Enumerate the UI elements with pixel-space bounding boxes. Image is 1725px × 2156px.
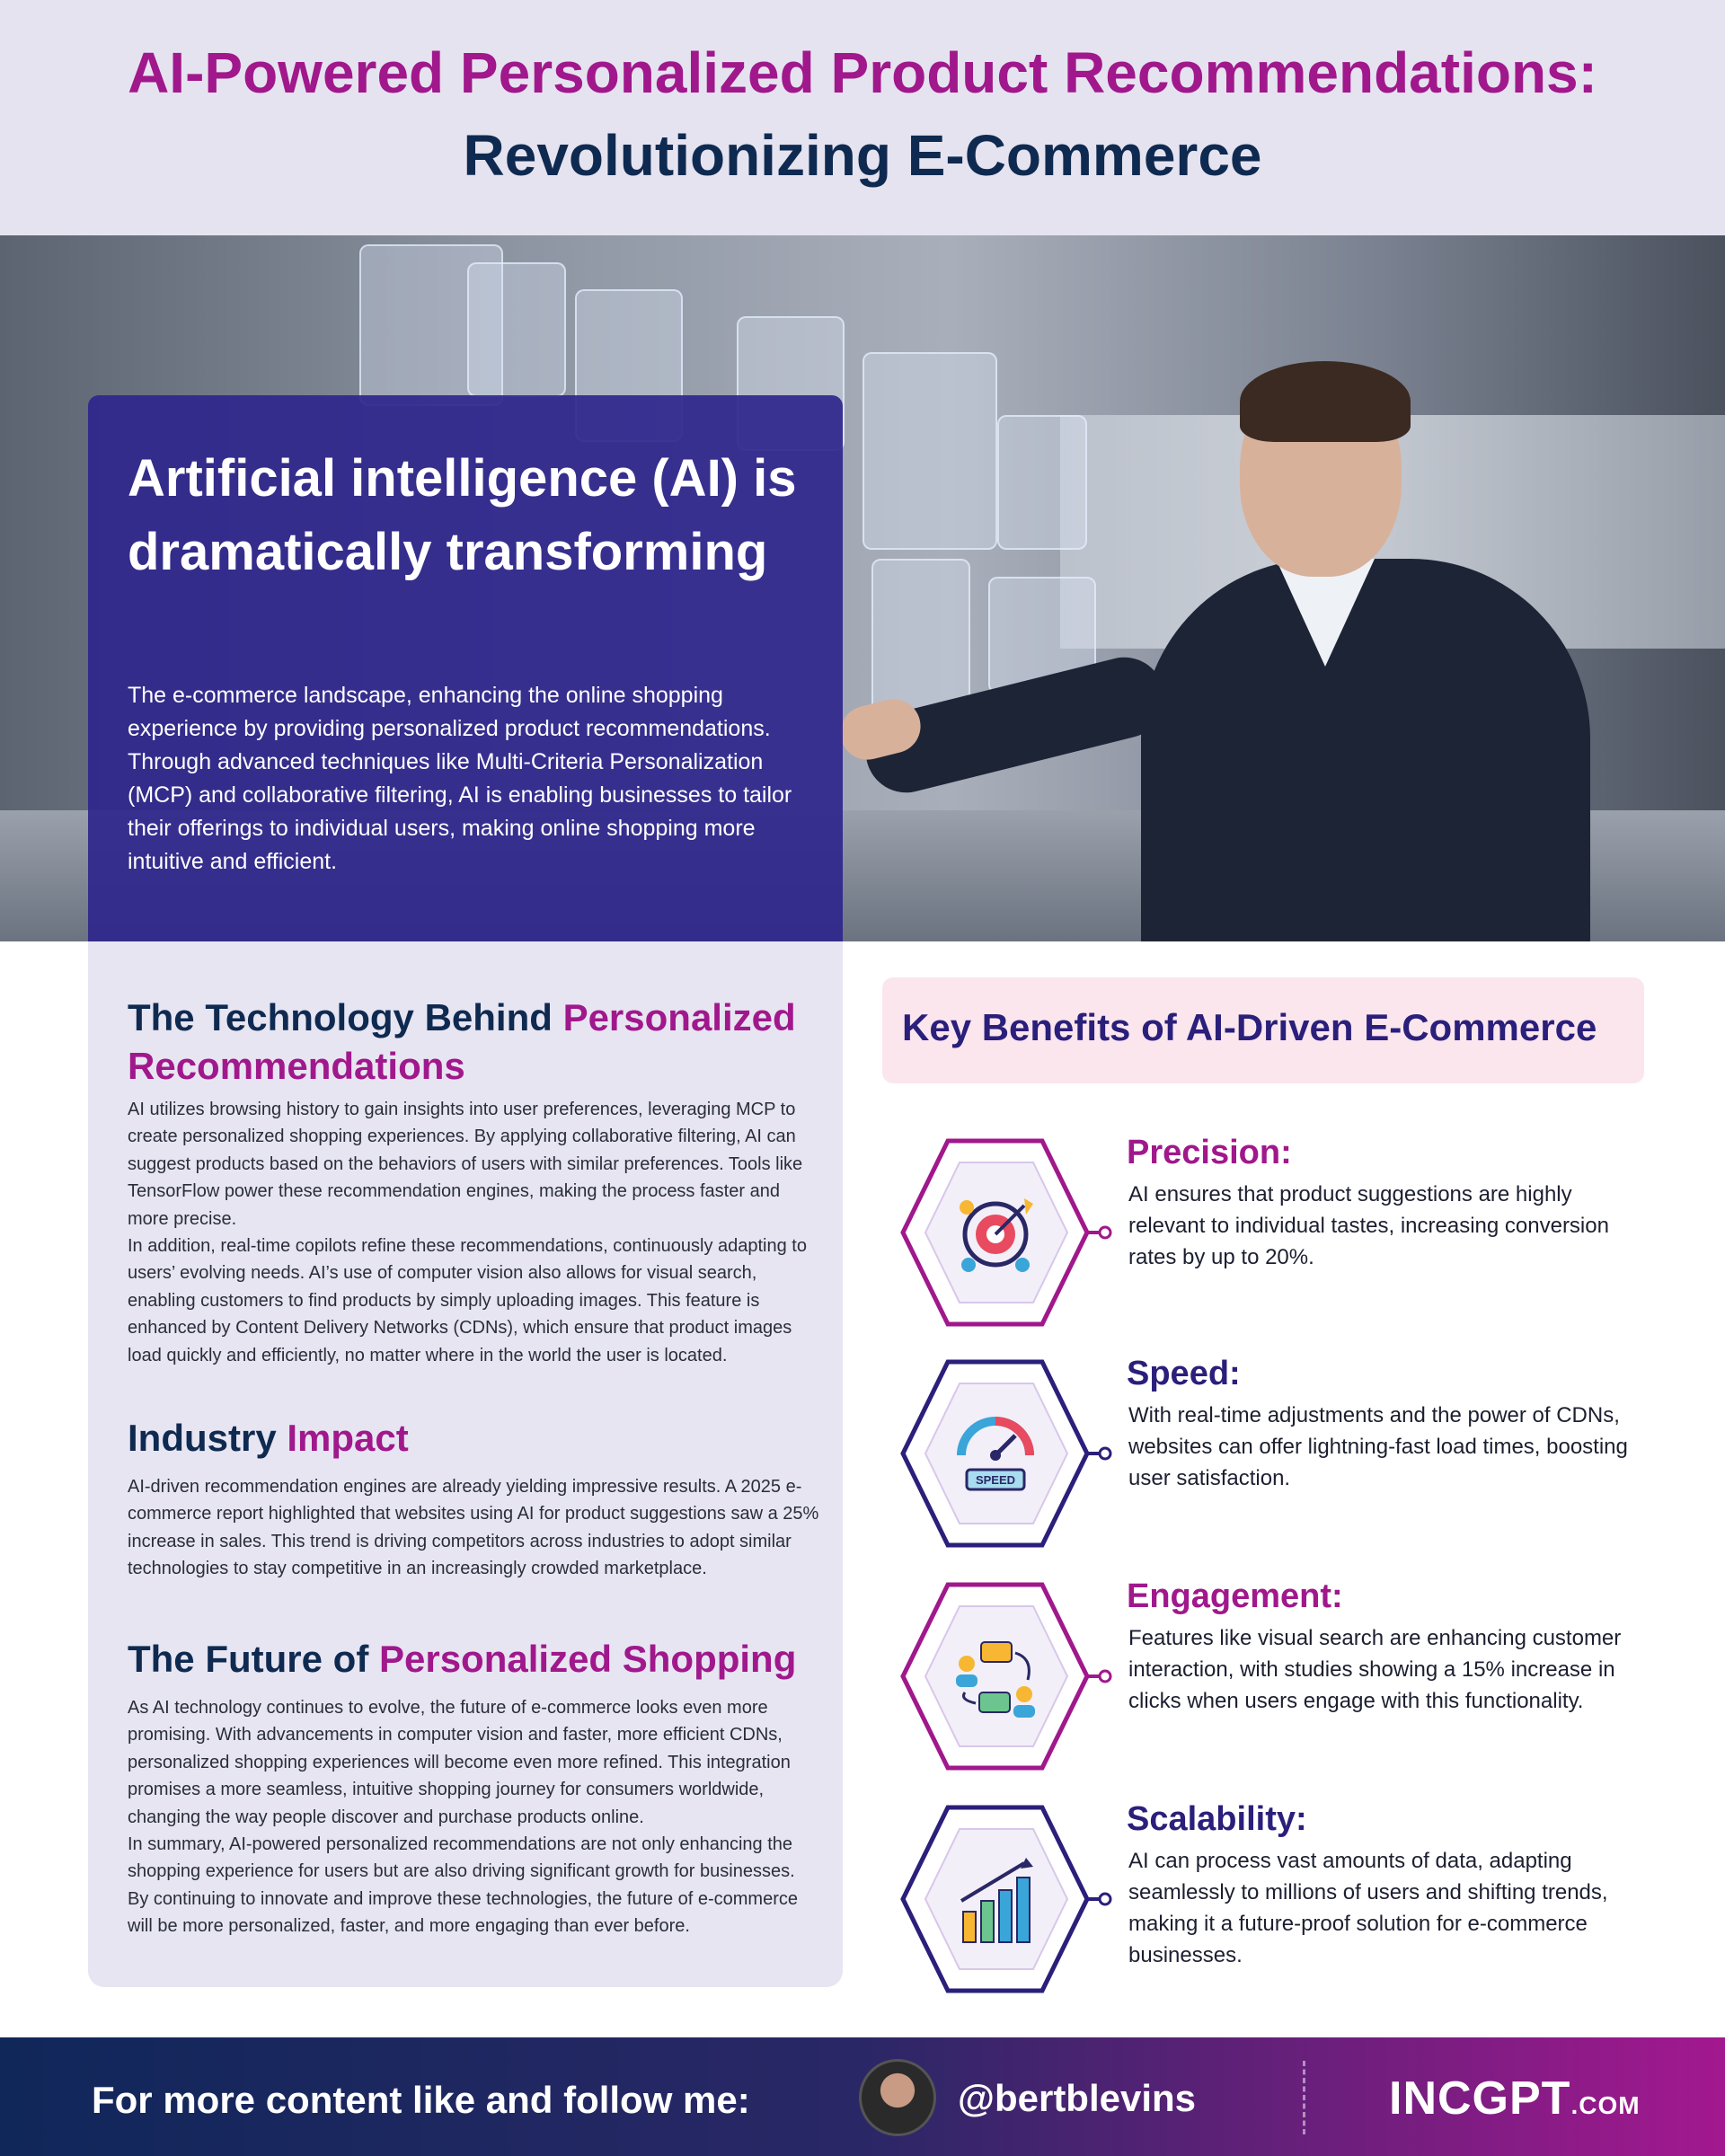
speed-badge: SPEED (975, 1473, 1016, 1487)
hero-intro-card (88, 395, 843, 941)
future-heading: The Future of Personalized Shopping (128, 1638, 797, 1680)
brand-logo[interactable]: INCGPT.COM (1389, 2072, 1641, 2125)
avatar[interactable] (859, 2059, 936, 2136)
header (0, 0, 1725, 235)
footer-cta: For more content like and follow me: (92, 2079, 750, 2121)
technology-body: AI utilizes browsing history to gain insights into user preferences, leveraging MCP to create personalized shopping experiences. By applying collaborative filtering, AI can suggest products based on the behaviors of users with similar preferences. Tools like TensorFlow power these recommendation engines, making the process faster and more precise. In addition, real-time copilots refine these recommendations, continuously adapting to users’ evolving needs. AI’s use of computer vision also allows for visual search, enabling customers to find products by simply uploading images. This feature is enhanced by Content Delivery Networks (CDNs), which ensure that product images load quickly and efficiently, no matter where in the world the user is located. (128, 1100, 807, 1365)
hero-person (1105, 334, 1608, 941)
benefits-header (882, 977, 1644, 1083)
article-panel (88, 941, 843, 1987)
hero-body: The e-commerce landscape, enhancing the online shopping experience by providing personalized product recommendations. Through advanced techniques like Multi-Criteria Personalization (MCP) and collaborative filtering, AI is enabling businesses to tailor their offerings to individual users, making online shopping more intuitive and efficient. (128, 683, 792, 874)
benefit-scalability-title: Scalability: (1127, 1800, 1307, 1838)
growth-chart-icon (889, 1800, 1123, 1998)
target-icon (889, 1134, 1123, 1331)
benefit-precision-text: AI ensures that product suggestions are highly relevant to individual tastes, increasing conversion rates by up to 20%. (1128, 1182, 1609, 1269)
benefit-engagement-text: Features like visual search are enhancing customer interaction, with studies showing a 15% increase in clicks when users engage with this functionality. (1128, 1626, 1622, 1713)
impact-heading: Industry Impact (128, 1417, 409, 1459)
benefit-precision (889, 1134, 1662, 1331)
hologram-panel (467, 262, 566, 397)
future-body: As AI technology continues to evolve, the future of e-commerce looks even more promising. With advancements in computer vision and faster, more efficient CDNs, personalized shopping experiences will become even more refined. This integration promises a more seamless, intuitive shopping journey for consumers worldwide, changing the way people discover and purchase products online. In summary, AI-powered personalized recommendations are not only enhancing the shopping experience for users but are also driving significant growth for businesses. By continuing to innovate and improve these technologies, the future of e-commerce will be more personalized, faster, and more engaging than ever before. (128, 1698, 798, 1937)
benefits-title: Key Benefits of AI-Driven E-Commerce (902, 1006, 1597, 1048)
hologram-panel (862, 352, 997, 550)
benefit-scalability (889, 1800, 1662, 1998)
benefit-speed-title: Speed: (1127, 1355, 1241, 1392)
footer-divider (1303, 2061, 1305, 2134)
chat-exchange-icon (889, 1577, 1123, 1775)
page-title-line2: Revolutionizing E-Commerce (463, 123, 1262, 188)
benefit-scalability-text: AI can process vast amounts of data, adapting seamlessly to millions of users and shifting trends, making it a future-proof solution for e-commerce businesses. (1128, 1849, 1608, 1967)
hologram-panel (997, 415, 1087, 550)
benefit-precision-title: Precision: (1127, 1134, 1292, 1171)
benefit-speed-text: With real-time adjustments and the power of CDNs, websites can offer lightning-fast load times, boosting user satisfaction. (1128, 1403, 1628, 1490)
benefit-engagement-title: Engagement: (1127, 1577, 1343, 1615)
social-handle-link[interactable]: @bertblevins (958, 2077, 1197, 2119)
hologram-panel (871, 559, 970, 720)
benefit-engagement (889, 1577, 1662, 1775)
technology-heading: The Technology Behind Personalized Recommendations (128, 996, 796, 1087)
footer (0, 2037, 1725, 2156)
page-title-line1: AI-Powered Personalized Product Recommendations: (128, 40, 1597, 105)
impact-body: AI-driven recommendation engines are already yielding impressive results. A 2025 e-commerce report highlighted that websites using AI for product suggestions saw a 25% increase in sales. This trend is driving competitors across industries to adopt similar technologies to stay competitive in an increasingly crowded marketplace. (128, 1477, 819, 1579)
speedometer-icon (889, 1355, 1123, 1552)
hero-heading: Artificial intelligence (AI) is dramatically transforming (128, 449, 797, 581)
benefit-speed (889, 1355, 1662, 1552)
